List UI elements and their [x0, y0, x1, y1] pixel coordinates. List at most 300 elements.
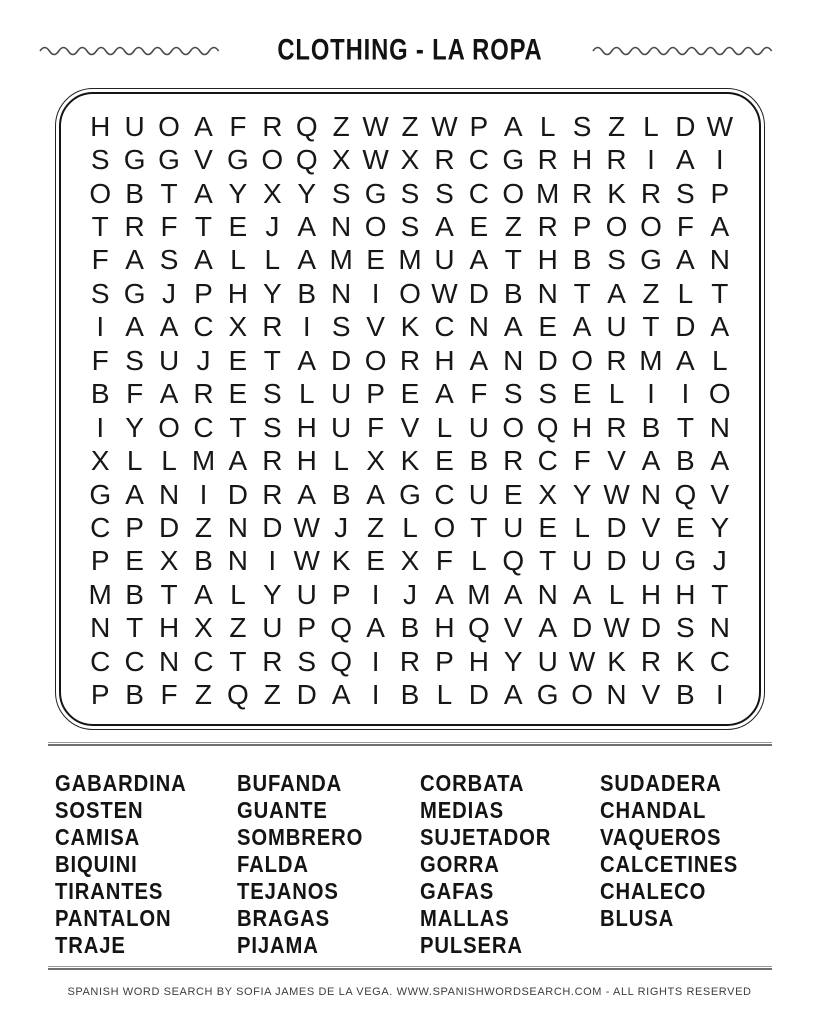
- grid-cell: K: [676, 645, 695, 677]
- grid-cell: F: [160, 679, 178, 711]
- grid-cell: C: [124, 645, 145, 677]
- word-item: CAMISA: [55, 824, 141, 850]
- page-title: CLOTHING - LA ROPA: [276, 33, 543, 66]
- grid-cell: O: [433, 511, 456, 543]
- word-item: BRAGAS: [237, 905, 330, 931]
- grid-cell: S: [400, 177, 420, 209]
- grid-cell: A: [366, 612, 385, 644]
- grid-cell: L: [643, 110, 659, 142]
- grid-cell: X: [400, 144, 420, 176]
- grid-row: [83, 143, 737, 176]
- grid-cell: H: [572, 144, 593, 176]
- grid-cell: M: [398, 244, 422, 276]
- grid-row: [83, 210, 737, 243]
- grid-cell: A: [469, 244, 489, 276]
- grid-cell: U: [503, 511, 524, 543]
- grid-cell: A: [503, 679, 523, 711]
- grid-cell: A: [538, 612, 558, 644]
- grid-cell: F: [126, 378, 144, 410]
- grid-cell: R: [399, 645, 421, 677]
- grid-cell: D: [262, 511, 283, 543]
- grid-cell: A: [125, 478, 144, 510]
- grid-cell: R: [640, 177, 662, 209]
- grid-cell: M: [191, 445, 216, 477]
- grid-cell: R: [537, 144, 558, 176]
- grid-cell: A: [469, 344, 489, 376]
- grid-cell: S: [400, 211, 420, 243]
- grid-cell: X: [262, 177, 282, 209]
- grid-cell: O: [640, 211, 662, 243]
- grid-cell: N: [227, 511, 249, 543]
- grid-cell: S: [331, 311, 351, 343]
- grid-row: [83, 344, 737, 377]
- grid-cell: L: [333, 445, 349, 477]
- grid-cell: P: [710, 177, 730, 209]
- grid-cell: S: [297, 645, 317, 677]
- grid-cell: N: [468, 311, 489, 343]
- grid-cell: E: [538, 511, 558, 543]
- grid-cell: A: [676, 244, 695, 276]
- grid-cell: N: [537, 277, 558, 309]
- grid-cell: L: [677, 277, 694, 309]
- grid-cell: D: [227, 478, 249, 510]
- grid-cell: R: [399, 344, 421, 376]
- grid-cell: A: [710, 445, 730, 477]
- grid-cell: X: [366, 445, 385, 477]
- grid-cell: I: [647, 144, 655, 176]
- grid-cell: S: [676, 612, 695, 644]
- grid-cell: U: [434, 244, 455, 276]
- grid-cell: H: [296, 411, 317, 443]
- word-item: GABARDINA: [55, 770, 187, 796]
- grid-cell: Z: [367, 511, 385, 543]
- grid-cell: H: [90, 110, 111, 142]
- grid-cell: T: [676, 411, 694, 443]
- grid-cell: R: [262, 110, 283, 142]
- grid-cell: L: [712, 344, 728, 376]
- word-column: [55, 770, 237, 959]
- word-column: [237, 770, 420, 959]
- grid-cell: U: [124, 110, 145, 142]
- grid-cell: R: [124, 211, 145, 243]
- grid-cell: L: [574, 511, 590, 543]
- grid-row: [83, 110, 737, 143]
- grid-cell: V: [503, 612, 523, 644]
- grid-cell: R: [434, 144, 455, 176]
- grid-cell: Q: [502, 545, 525, 577]
- grid-cell: M: [536, 177, 560, 209]
- grid-cell: A: [710, 211, 730, 243]
- grid-cell: P: [331, 578, 351, 610]
- grid-cell: E: [228, 211, 248, 243]
- grid-cell: A: [331, 679, 351, 711]
- grid-cell: P: [572, 211, 592, 243]
- grid-cell: N: [90, 612, 111, 644]
- grid-cell: P: [469, 110, 489, 142]
- grid-cell: G: [502, 144, 525, 176]
- grid-cell: R: [503, 445, 524, 477]
- grid-cell: E: [400, 378, 420, 410]
- grid-cell: A: [159, 311, 179, 343]
- grid-cell: S: [262, 411, 282, 443]
- word-item: TEJANOS: [237, 878, 339, 904]
- grid-cell: X: [331, 144, 351, 176]
- grid-cell: Z: [504, 211, 522, 243]
- grid-cell: U: [262, 612, 283, 644]
- grid-cell: N: [709, 244, 730, 276]
- grid-cell: O: [158, 411, 180, 443]
- grid-cell: D: [606, 545, 627, 577]
- grid-cell: Q: [330, 645, 353, 677]
- grid-cell: N: [640, 478, 662, 510]
- grid-cell: W: [431, 277, 458, 309]
- footer-credit: SPANISH WORD SEARCH BY SOFIA JAMES DE LA VEGA. WWW.SPANISHWORDSEARCH.COM - ALL RIGHTS RESERVED: [67, 986, 752, 998]
- grid-cell: S: [435, 177, 454, 209]
- divider-bottom: [48, 966, 772, 970]
- grid-cell: A: [297, 244, 317, 276]
- grid-cell: E: [676, 511, 695, 543]
- grid-row: [83, 411, 737, 444]
- grid-cell: S: [159, 244, 179, 276]
- grid-cell: H: [227, 277, 249, 309]
- grid-cell: C: [468, 177, 489, 209]
- grid-cell: S: [90, 277, 110, 309]
- grid-cell: X: [228, 311, 248, 343]
- word-column: [420, 770, 600, 959]
- grid-cell: U: [572, 545, 593, 577]
- grid-cell: I: [96, 411, 105, 443]
- grid-cell: C: [193, 311, 214, 343]
- grid-row: [83, 277, 737, 310]
- grid-cell: J: [196, 344, 211, 376]
- grid-cell: A: [297, 211, 317, 243]
- grid-cell: A: [572, 578, 592, 610]
- word-item: GUANTE: [237, 797, 328, 823]
- grid-cell: C: [537, 445, 558, 477]
- grid-cell: W: [431, 110, 458, 142]
- grid-cell: W: [603, 612, 630, 644]
- word-item: BIQUINI: [55, 851, 138, 877]
- grid-cell: S: [262, 378, 282, 410]
- grid-cell: D: [675, 311, 696, 343]
- grid-cell: T: [229, 411, 247, 443]
- grid-cell: W: [603, 478, 630, 510]
- grid-cell: N: [606, 679, 627, 711]
- word-item: FALDA: [237, 851, 309, 877]
- grid-cell: U: [296, 578, 317, 610]
- grid-cell: Q: [674, 478, 697, 510]
- word-item: CHALECO: [600, 878, 707, 904]
- grid-cell: A: [435, 378, 454, 410]
- grid-cell: B: [400, 612, 420, 644]
- grid-cell: V: [366, 311, 385, 343]
- grid-cell: P: [90, 679, 110, 711]
- grid-cell: B: [125, 679, 144, 711]
- grid-cell: B: [641, 411, 661, 443]
- word-item: CALCETINES: [600, 851, 739, 877]
- grid-row: [83, 177, 737, 210]
- grid-cell: C: [468, 144, 489, 176]
- grid-cell: R: [262, 445, 283, 477]
- grid-cell: A: [125, 244, 144, 276]
- grid-cell: P: [194, 277, 213, 309]
- grid-cell: L: [608, 578, 625, 610]
- grid-cell: V: [194, 144, 213, 176]
- grid-cell: D: [640, 612, 662, 644]
- word-item: SOMBRERO: [237, 824, 364, 850]
- grid-cell: I: [371, 277, 380, 309]
- grid-cell: G: [640, 244, 662, 276]
- grid-cell: F: [573, 445, 591, 477]
- grid-row: [83, 678, 737, 711]
- word-item: SOSTEN: [55, 797, 144, 823]
- word-item: PIJAMA: [237, 932, 319, 958]
- grid-cell: B: [297, 277, 317, 309]
- grid-cell: S: [331, 177, 351, 209]
- word-list: [55, 770, 779, 959]
- grid-cell: K: [400, 311, 420, 343]
- grid-row: [83, 311, 737, 344]
- grid-cell: U: [158, 344, 180, 376]
- grid-cell: R: [572, 177, 593, 209]
- grid-cell: N: [227, 545, 249, 577]
- grid-cell: Z: [194, 511, 213, 543]
- grid-cell: W: [362, 144, 389, 176]
- grid-cell: A: [366, 478, 385, 510]
- grid-cell: D: [606, 511, 627, 543]
- grid-cell: O: [605, 211, 628, 243]
- grid-cell: P: [125, 511, 144, 543]
- grid-cell: J: [712, 545, 727, 577]
- grid-cell: T: [539, 545, 557, 577]
- grid-cell: H: [296, 445, 317, 477]
- grid-cell: U: [468, 411, 489, 443]
- grid-cell: A: [297, 478, 317, 510]
- puzzle-border: [55, 88, 765, 730]
- grid-cell: I: [647, 378, 655, 410]
- grid-cell: X: [194, 612, 213, 644]
- grid-row: [83, 511, 737, 544]
- grid-cell: H: [468, 645, 489, 677]
- grid-cell: O: [571, 344, 593, 376]
- grid-cell: X: [159, 545, 179, 577]
- grid-cell: G: [674, 545, 697, 577]
- grid-cell: Z: [194, 679, 213, 711]
- grid-cell: J: [162, 277, 177, 309]
- grid-cell: G: [123, 277, 146, 309]
- grid-cell: T: [229, 645, 247, 677]
- grid-cell: N: [158, 478, 180, 510]
- word-item: PANTALON: [55, 905, 172, 931]
- grid-cell: C: [709, 645, 730, 677]
- grid-cell: G: [364, 177, 387, 209]
- grid-cell: J: [334, 511, 349, 543]
- grid-cell: F: [160, 211, 178, 243]
- grid-cell: W: [706, 110, 734, 142]
- grid-cell: Q: [536, 411, 559, 443]
- word-item: CHANDAL: [600, 797, 707, 823]
- grid-cell: I: [715, 144, 724, 176]
- grid-cell: R: [262, 311, 283, 343]
- grid-cell: B: [503, 277, 523, 309]
- grid-cell: H: [158, 612, 180, 644]
- grid-cell: F: [91, 344, 109, 376]
- grid-cell: R: [606, 344, 627, 376]
- grid-cell: I: [371, 679, 380, 711]
- grid-cell: E: [503, 478, 523, 510]
- grid-cell: A: [503, 311, 523, 343]
- grid-cell: Y: [262, 277, 282, 309]
- grid-cell: A: [607, 277, 626, 309]
- grid-cell: Q: [227, 679, 249, 711]
- grid-cell: P: [90, 545, 110, 577]
- grid-cell: U: [537, 645, 558, 677]
- grid-cell: S: [538, 378, 558, 410]
- grid-cell: V: [607, 445, 626, 477]
- grid-cell: B: [676, 445, 695, 477]
- grid-cell: L: [230, 244, 246, 276]
- grid-cell: Y: [503, 645, 523, 677]
- grid-cell: R: [606, 144, 627, 176]
- grid-cell: Z: [332, 110, 350, 142]
- grid-cell: K: [607, 645, 626, 677]
- grid-cell: D: [468, 277, 489, 309]
- grid-cell: G: [123, 144, 146, 176]
- grid-cell: D: [331, 344, 352, 376]
- grid-cell: Q: [330, 612, 353, 644]
- grid-cell: A: [297, 344, 317, 376]
- grid-cell: B: [125, 578, 144, 610]
- divider-top: [48, 742, 772, 746]
- grid-row: [83, 578, 737, 611]
- grid-cell: A: [435, 578, 454, 610]
- grid-cell: H: [434, 612, 455, 644]
- grid-cell: I: [371, 645, 380, 677]
- grid-cell: E: [435, 445, 454, 477]
- grid-cell: A: [435, 211, 454, 243]
- grid-cell: H: [434, 344, 455, 376]
- grid-cell: D: [468, 679, 489, 711]
- grid-cell: V: [710, 478, 730, 510]
- grid-cell: Y: [710, 511, 730, 543]
- word-item: PULSERA: [420, 932, 523, 958]
- grid-cell: L: [230, 578, 246, 610]
- wavy-line-right-icon: [591, 43, 781, 57]
- grid-cell: E: [228, 344, 248, 376]
- grid-cell: D: [537, 344, 558, 376]
- grid-cell: F: [229, 110, 247, 142]
- grid-cell: A: [194, 244, 213, 276]
- grid-cell: G: [89, 478, 112, 510]
- grid-cell: E: [572, 378, 592, 410]
- grid-cell: T: [126, 612, 144, 644]
- grid-cell: B: [676, 679, 695, 711]
- grid-cell: O: [89, 177, 112, 209]
- grid-cell: Y: [262, 578, 282, 610]
- word-item: CORBATA: [420, 770, 525, 796]
- word-item: GORRA: [420, 851, 500, 877]
- grid-cell: X: [90, 445, 110, 477]
- grid-cell: G: [536, 679, 559, 711]
- grid-row: [83, 645, 737, 678]
- grid-row: [83, 444, 737, 477]
- grid-cell: L: [608, 378, 625, 410]
- grid-cell: E: [538, 311, 558, 343]
- grid-cell: E: [125, 545, 144, 577]
- grid-cell: H: [572, 411, 593, 443]
- grid-cell: T: [711, 277, 729, 309]
- grid-cell: T: [642, 311, 660, 343]
- grid-cell: F: [435, 545, 453, 577]
- grid-cell: S: [676, 177, 695, 209]
- grid-cell: I: [96, 311, 105, 343]
- grid-cell: E: [366, 545, 385, 577]
- grid-cell: Y: [125, 411, 144, 443]
- grid-cell: E: [469, 211, 489, 243]
- grid-cell: A: [676, 344, 695, 376]
- grid-cell: Z: [401, 110, 419, 142]
- grid-cell: B: [400, 679, 420, 711]
- grid-cell: U: [606, 311, 627, 343]
- grid-row: [83, 478, 737, 511]
- grid-cell: S: [607, 244, 626, 276]
- word-item: SUDADERA: [600, 770, 722, 796]
- grid-row: [83, 612, 737, 645]
- grid-row: [83, 545, 737, 578]
- grid-cell: W: [293, 545, 320, 577]
- grid-cell: W: [293, 511, 320, 543]
- grid-cell: L: [298, 378, 315, 410]
- grid-cell: A: [676, 144, 695, 176]
- grid-cell: M: [88, 578, 112, 610]
- grid-cell: T: [504, 244, 522, 276]
- grid-cell: G: [227, 144, 249, 176]
- word-item: SUJETADOR: [420, 824, 552, 850]
- grid-cell: X: [400, 545, 420, 577]
- grid-cell: C: [193, 645, 214, 677]
- grid-cell: D: [158, 511, 180, 543]
- grid-cell: R: [262, 645, 283, 677]
- grid-cell: M: [329, 244, 353, 276]
- grid-cell: H: [640, 578, 662, 610]
- grid-cell: D: [675, 110, 696, 142]
- grid-cell: O: [502, 411, 525, 443]
- grid-cell: S: [572, 110, 592, 142]
- grid-cell: H: [675, 578, 696, 610]
- grid-cell: N: [503, 344, 524, 376]
- grid-cell: O: [708, 378, 731, 410]
- grid-cell: D: [296, 679, 317, 711]
- grid-cell: L: [402, 511, 418, 543]
- grid-cell: T: [470, 511, 488, 543]
- grid-cell: N: [331, 211, 352, 243]
- grid-cell: V: [641, 511, 661, 543]
- grid-cell: S: [90, 144, 110, 176]
- grid-cell: S: [125, 344, 144, 376]
- grid-cell: Z: [607, 110, 626, 142]
- grid-cell: B: [331, 478, 351, 510]
- grid-cell: E: [228, 378, 248, 410]
- word-item: BUFANDA: [237, 770, 343, 796]
- grid-cell: L: [436, 411, 453, 443]
- grid-cell: U: [331, 378, 352, 410]
- grid-cell: G: [158, 144, 180, 176]
- grid-cell: D: [572, 612, 593, 644]
- grid-cell: J: [403, 578, 417, 610]
- grid-cell: L: [436, 679, 453, 711]
- grid-cell: E: [366, 244, 385, 276]
- grid-cell: K: [400, 445, 420, 477]
